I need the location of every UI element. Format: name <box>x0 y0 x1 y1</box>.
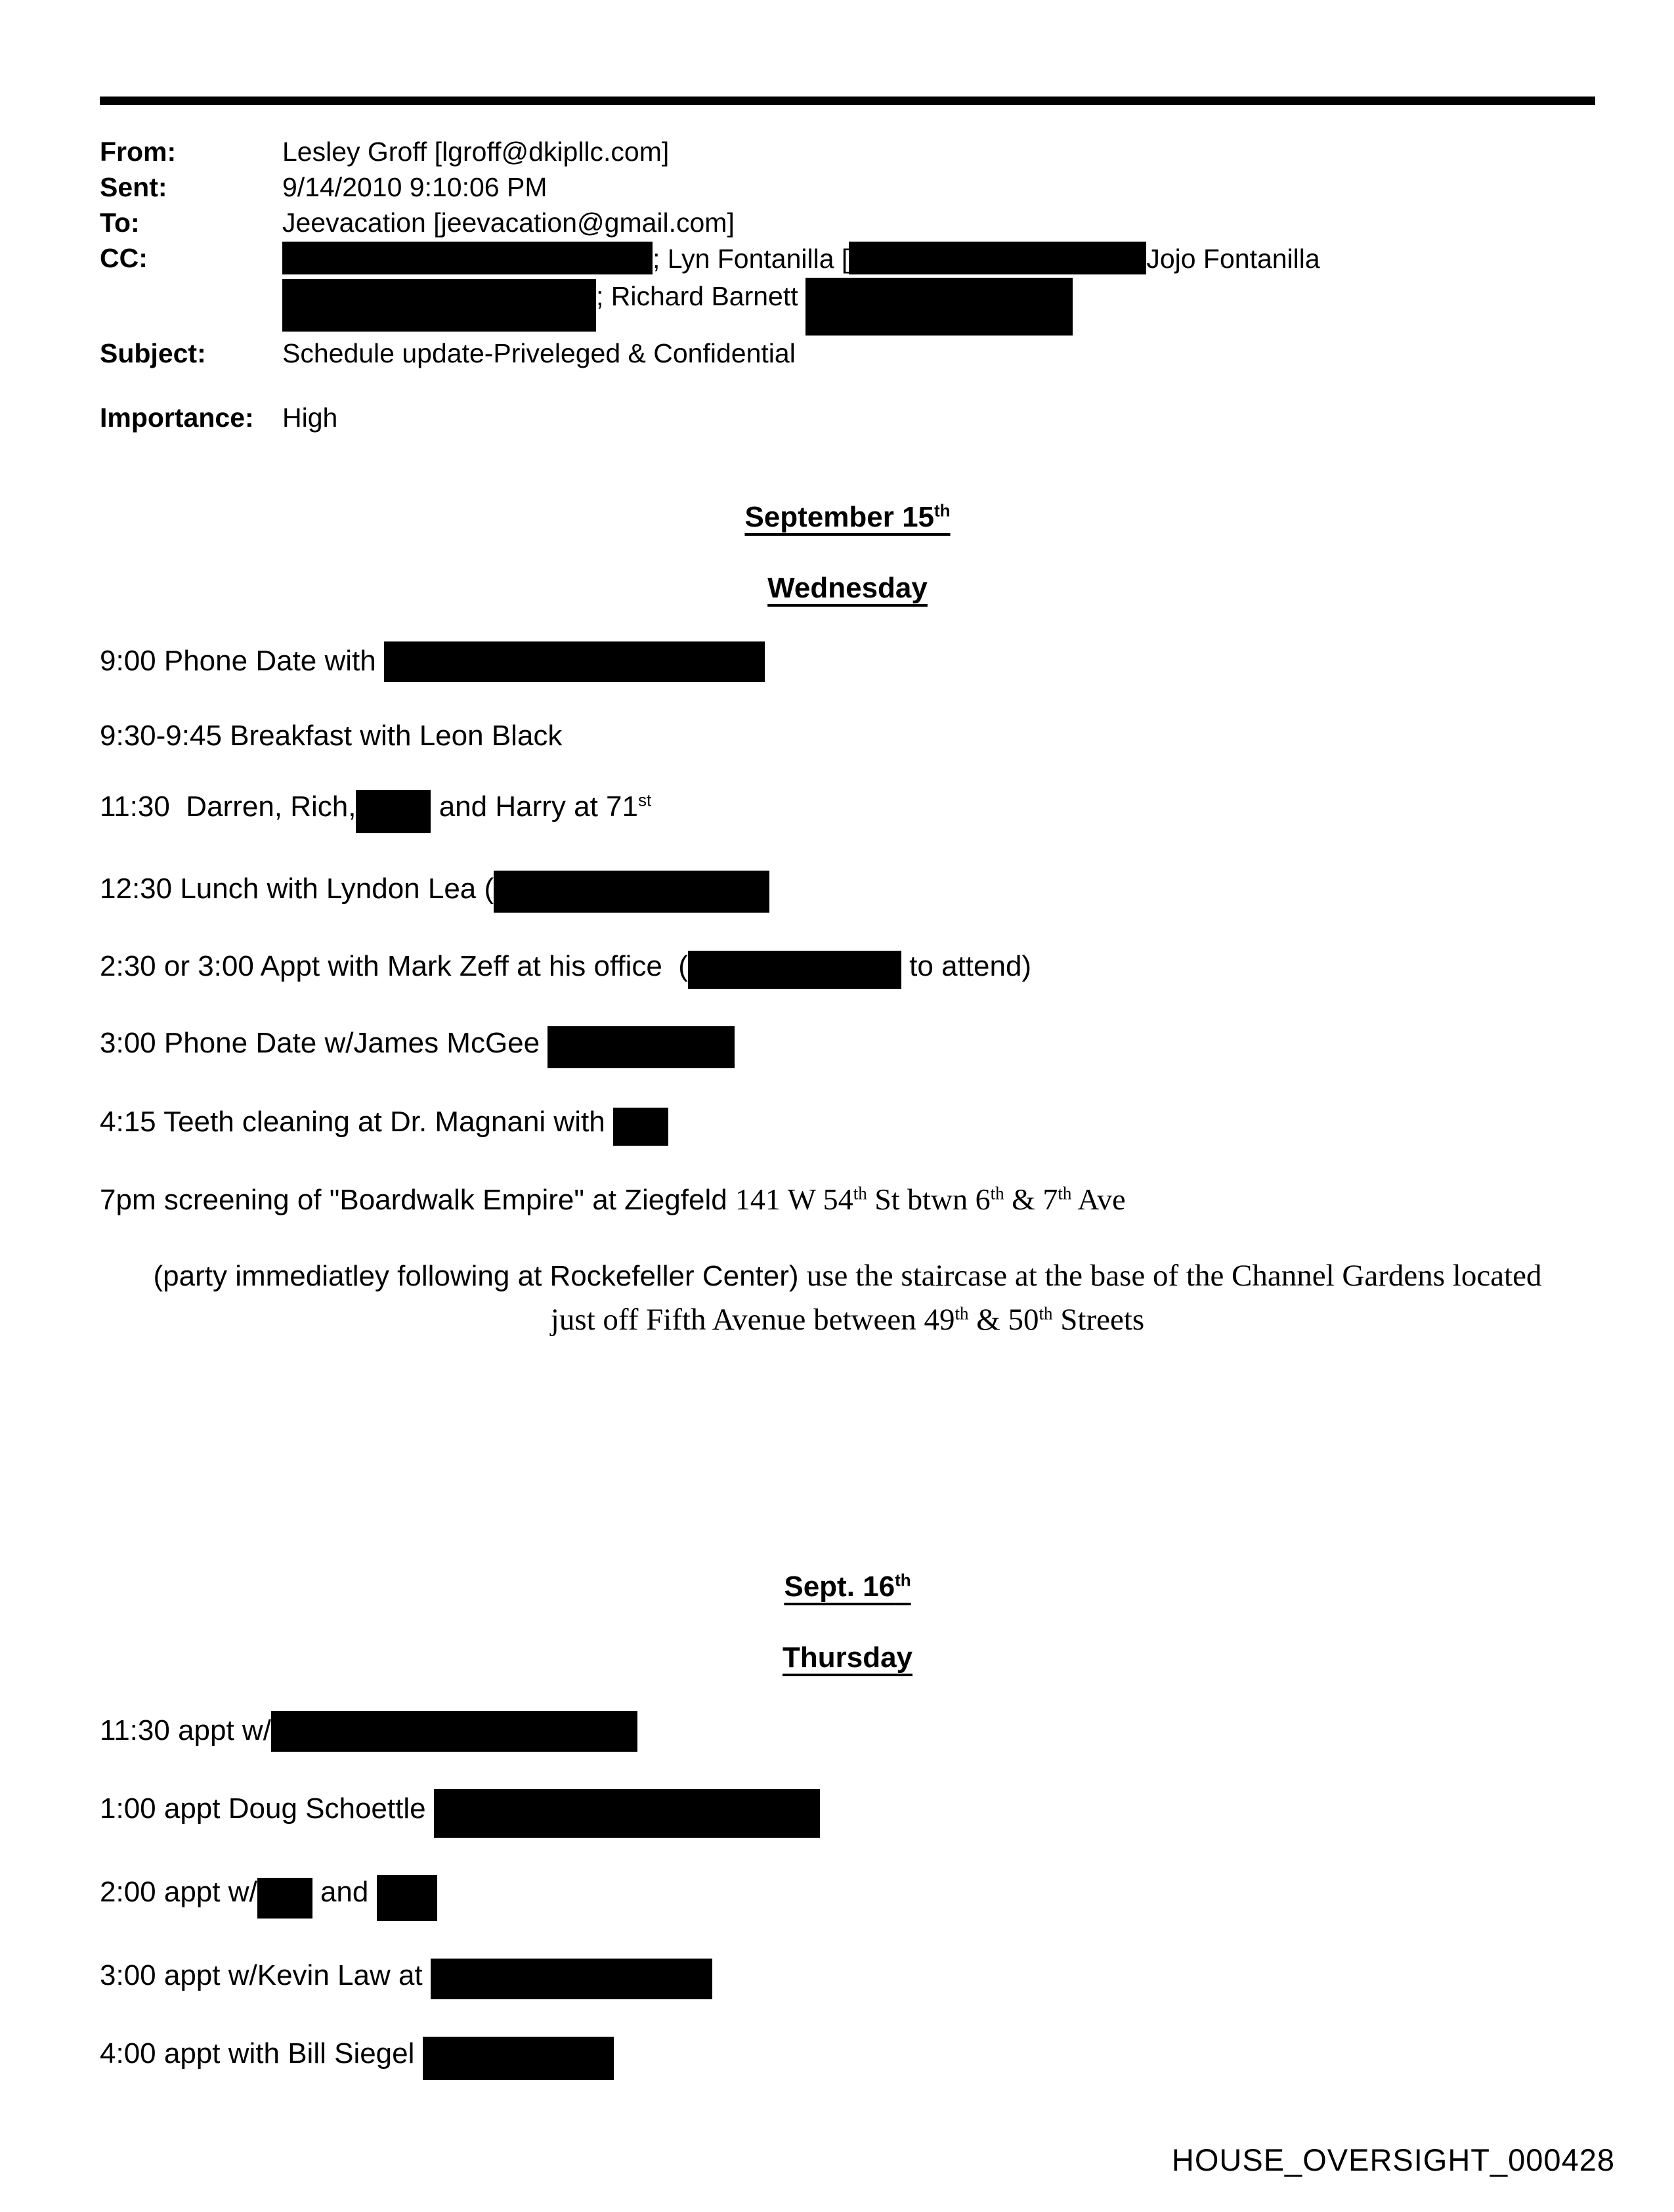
text-segment: 11:30 appt w/ <box>100 1714 271 1746</box>
header-row-subject <box>100 336 1595 371</box>
day2-weekday-text: Thursday <box>782 1641 913 1674</box>
text-segment: (party immediatley following at Rockefeller Center) <box>153 1260 807 1292</box>
text-segment: ; Lyn Fontanilla [ <box>653 244 849 274</box>
party-note-line2 <box>100 1298 1595 1342</box>
text-segment: to attend) <box>901 950 1032 982</box>
schedule-item <box>100 790 1595 833</box>
redaction-box <box>494 871 769 913</box>
to-label: To: <box>100 207 140 238</box>
text-segment: 12:30 Lunch with Lyndon Lea ( <box>100 873 494 905</box>
party-note <box>100 1254 1595 1342</box>
schedule-item <box>100 1789 1595 1838</box>
redaction-box <box>688 951 901 989</box>
redaction-box <box>356 790 431 833</box>
ordinal-superscript: th <box>1058 1183 1072 1204</box>
header-row-sent <box>100 169 1595 205</box>
text-segment: ; Richard Barnett <box>596 281 806 311</box>
from-value: Lesley Groff [lgroff@dkipllc.com] <box>282 137 670 167</box>
schedule-item <box>100 1026 1595 1068</box>
text-segment: 11:30 Darren, Rich, <box>100 791 356 823</box>
text-segment: 3:00 appt w/Kevin Law at <box>100 1959 431 1991</box>
cc-label: CC: <box>100 243 148 273</box>
redaction-box <box>257 1878 312 1919</box>
redaction-box <box>282 279 596 332</box>
ordinal-superscript: th <box>990 1183 1004 1204</box>
redaction-box <box>434 1789 820 1838</box>
day1-date-heading <box>100 501 1595 534</box>
from-label: From: <box>100 137 177 167</box>
serif-text-segment: Ave <box>1071 1182 1126 1216</box>
header-row-cc <box>100 240 1595 336</box>
serif-text-segment: & 50 <box>968 1303 1039 1337</box>
serif-text-segment: Streets <box>1052 1303 1145 1337</box>
text-segment: 9:30-9:45 Breakfast with Leon Black <box>100 720 563 752</box>
subject-label: Subject: <box>100 338 206 368</box>
text-segment: 2:00 appt w/ <box>100 1876 257 1908</box>
redaction-box <box>384 641 765 682</box>
schedule-item <box>100 1875 1595 1921</box>
sent-value: 9/14/2010 9:10:06 PM <box>282 172 547 202</box>
day2-date-text: Sept. 16th <box>784 1570 911 1603</box>
schedule-item <box>100 1106 1595 1146</box>
sent-label: Sent: <box>100 172 167 202</box>
day1-schedule-list <box>100 641 1595 1217</box>
schedule-item <box>100 641 1595 682</box>
day2-date-ordinal: th <box>895 1570 911 1590</box>
text-segment: 4:00 appt with Bill Siegel <box>100 2037 423 2070</box>
serif-text-segment: & 7 <box>1004 1182 1058 1216</box>
header-row-from <box>100 134 1595 169</box>
redaction-box <box>613 1108 668 1146</box>
schedule-item <box>100 2037 1595 2080</box>
day2-weekday-heading <box>100 1641 1595 1674</box>
cc-value <box>282 240 1595 336</box>
day1-date-ordinal: th <box>934 500 951 521</box>
schedule-item <box>100 1959 1595 1999</box>
day2-date-heading <box>100 1571 1595 1603</box>
ordinal-superscript: th <box>853 1183 867 1204</box>
redaction-box <box>849 242 1146 274</box>
ordinal-superscript: st <box>637 790 652 810</box>
day1-weekday-heading <box>100 572 1595 605</box>
text-segment: and Harry at 71 <box>431 791 638 823</box>
schedule-item <box>100 950 1595 989</box>
day1-date-text: September 15th <box>744 500 951 533</box>
importance-value: High <box>282 402 338 433</box>
importance-label: Importance: <box>100 402 254 433</box>
text-segment: and <box>312 1876 377 1908</box>
text-segment: 7pm screening of "Boardwalk Empire" at Ziegfeld <box>100 1184 735 1216</box>
to-value: Jeevacation [jeevacation@gmail.com] <box>282 207 735 238</box>
text-segment: 4:15 Teeth cleaning at Dr. Magnani with <box>100 1106 613 1138</box>
redaction-box <box>423 2037 614 2080</box>
email-header <box>100 134 1595 435</box>
party-note-line1 <box>100 1254 1595 1298</box>
divider-bar <box>100 97 1595 105</box>
schedule-item <box>100 1711 1595 1752</box>
serif-text-segment: St btwn 6 <box>867 1182 991 1216</box>
subject-value: Schedule update-Priveleged & Confidential <box>282 338 796 368</box>
header-row-importance <box>100 400 1595 435</box>
redaction-box <box>805 278 1073 336</box>
redaction-box <box>377 1875 437 1921</box>
header-row-to <box>100 205 1595 240</box>
redaction-box <box>547 1026 735 1068</box>
bates-number: HOUSE_OVERSIGHT_000428 <box>1171 2142 1615 2177</box>
serif-text-segment: use the staircase at the base of the Channel Gardens located <box>806 1259 1542 1293</box>
redaction-box <box>271 1711 637 1752</box>
text-segment: Jojo Fontanilla <box>1146 244 1320 274</box>
redaction-box <box>431 1959 712 1999</box>
schedule-item <box>100 720 1595 752</box>
day1-weekday-text: Wednesday <box>767 572 928 604</box>
text-segment: 9:00 Phone Date with <box>100 645 384 677</box>
ordinal-superscript: th <box>1039 1303 1053 1324</box>
text-segment: 1:00 appt Doug Schoettle <box>100 1792 434 1825</box>
day2-schedule-list <box>100 1711 1595 2080</box>
serif-text-segment: 141 W 54 <box>735 1182 853 1216</box>
redaction-box <box>282 242 653 274</box>
text-segment: 2:30 or 3:00 Appt with Mark Zeff at his office ( <box>100 950 688 982</box>
schedule-item <box>100 871 1595 913</box>
schedule-item <box>100 1183 1595 1217</box>
serif-text-segment: just off Fifth Avenue between 49 <box>550 1303 955 1337</box>
ordinal-superscript: th <box>955 1303 969 1324</box>
text-segment: 3:00 Phone Date w/James McGee <box>100 1027 548 1059</box>
